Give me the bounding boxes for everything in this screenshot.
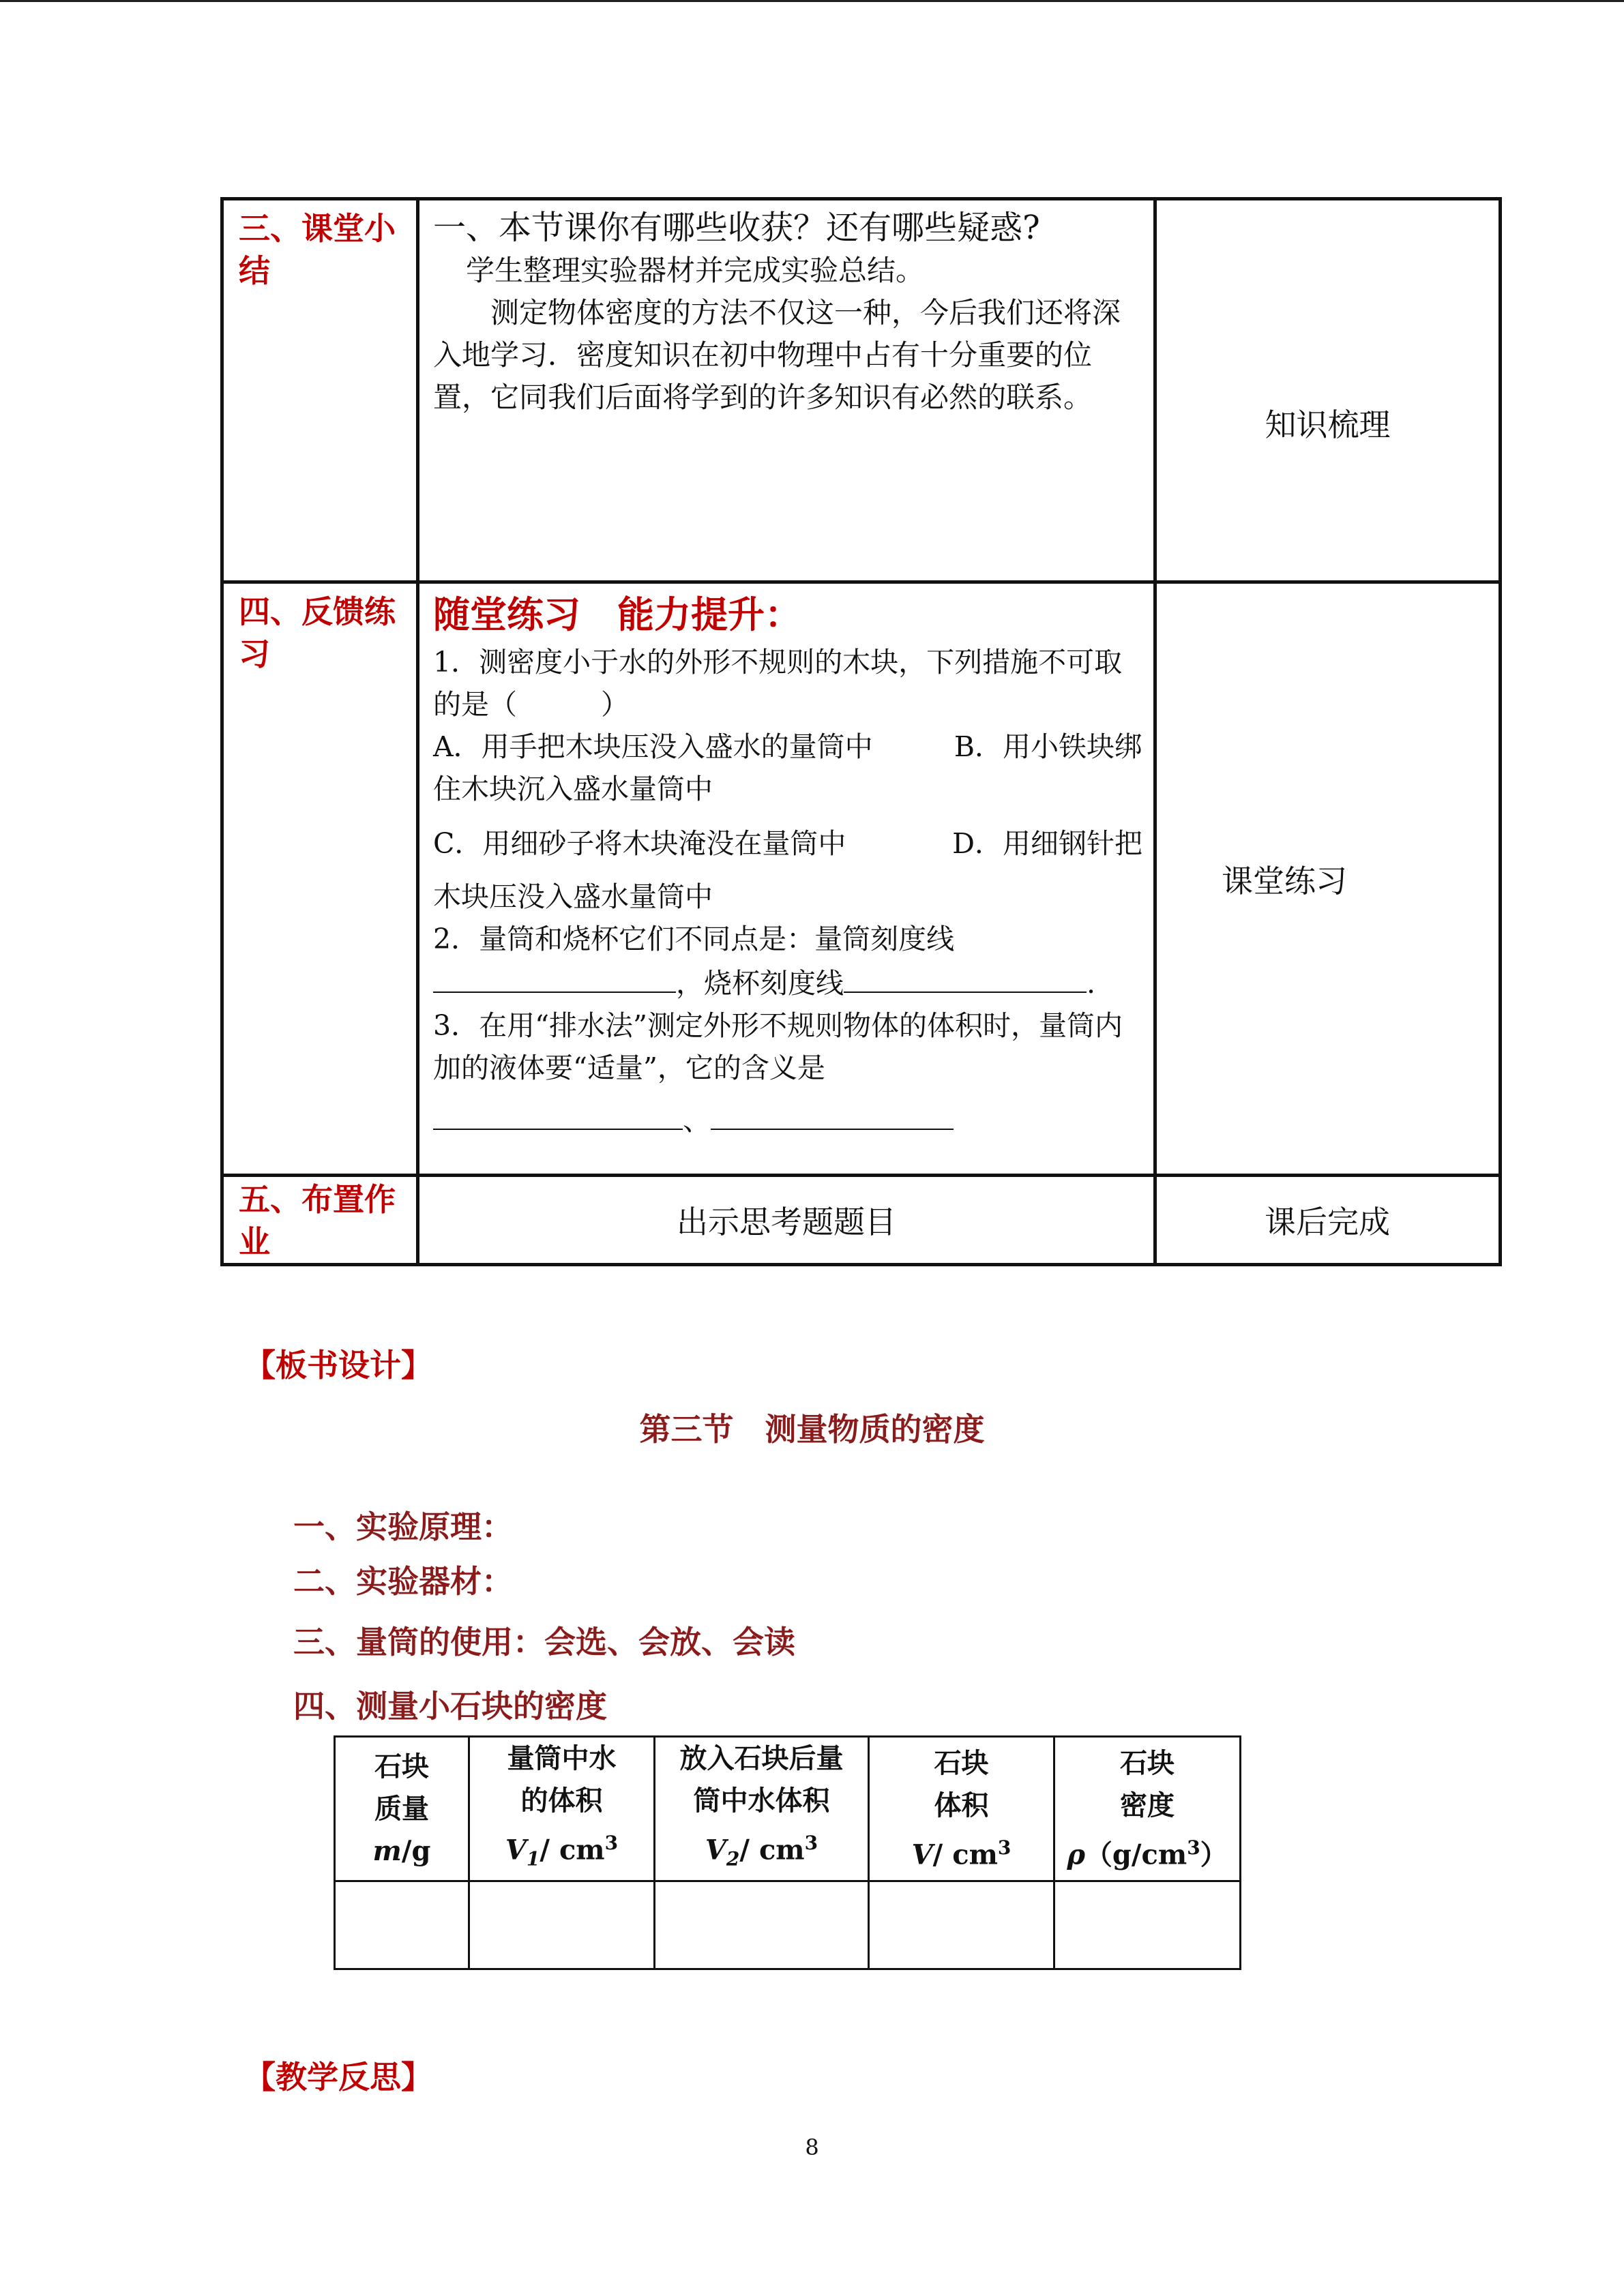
unit-superscript: 3 — [1187, 1836, 1200, 1859]
header-line: 的体积 — [520, 1785, 603, 1817]
unit-text: （g/cm — [1084, 1838, 1187, 1870]
option-b: B．用小铁块绑 — [954, 730, 1142, 763]
unit-text: / cm — [540, 1834, 605, 1866]
teaching-reflection-label: 【教学反思】 — [244, 2059, 432, 2096]
unit-variable: V — [505, 1834, 527, 1866]
summary-paragraph: 测定物体密度的方法不仅这一种，今后我们还将深入地学习．密度知识在初中物理中占有十分重要的位置，它同我们后面将学到的许多知识有必然的联系。 — [433, 296, 1121, 414]
unit-text: /g — [401, 1834, 431, 1867]
option-d: D．用细钢针把 — [952, 827, 1142, 860]
stone-table-header-row — [335, 1737, 1241, 1881]
board-section-title: 第三节 测量物质的密度 — [639, 1411, 985, 1448]
option-b-continued: 住木块沉入盛水量筒中 — [433, 773, 713, 805]
unit-text: / cm — [739, 1834, 805, 1866]
header-water-volume — [469, 1737, 655, 1881]
board-item-principle: 一、实验原理： — [293, 1508, 513, 1545]
unit-superscript: 3 — [604, 1832, 619, 1854]
header-line: 放入石块后量 — [679, 1742, 844, 1774]
header-line: 石块 — [934, 1746, 989, 1779]
summary-side-label: 知识梳理 — [1265, 406, 1391, 443]
unit-variable: ρ — [1067, 1838, 1085, 1870]
table-cell-empty[interactable] — [469, 1881, 655, 1969]
board-item-cylinder-use: 三、量筒的使用：会选、会放、会读 — [293, 1624, 795, 1660]
unit-subscript: 2 — [726, 1847, 740, 1870]
table-cell-empty[interactable] — [869, 1881, 1054, 1969]
header-total-volume — [655, 1737, 869, 1881]
header-line: 石块 — [374, 1750, 429, 1783]
unit-variable: V — [705, 1834, 726, 1866]
homework-content-text: 出示思考题题目 — [677, 1204, 896, 1240]
question-1: 1．测密度小于水的外形不规则的木块，下列措施不可取的是（ ） — [433, 646, 1123, 721]
table-cell-empty[interactable] — [1054, 1881, 1241, 1969]
homework-content — [418, 1176, 1155, 1265]
feedback-heading: 四、反馈练习 — [222, 582, 418, 1176]
homework-heading: 五、布置作业 — [222, 1176, 418, 1265]
question-3-separator: 、 — [683, 1104, 711, 1137]
header-stone-density — [1054, 1737, 1241, 1881]
question-2-mid: ，烧杯刻度线 — [676, 967, 844, 1000]
stone-table-data-row — [335, 1881, 1241, 1969]
unit-subscript: 1 — [526, 1847, 540, 1870]
option-a: A．用手把木块压没入盛水的量筒中 — [433, 730, 873, 763]
header-stone-volume — [869, 1737, 1054, 1881]
header-line: 量筒中水 — [507, 1742, 617, 1774]
question-2 — [433, 918, 1142, 1004]
top-border-line — [0, 0, 1624, 2]
header-line: 筒中水体积 — [693, 1785, 830, 1817]
page-number: 8 — [805, 2134, 819, 2160]
unit-superscript: 3 — [997, 1836, 1012, 1859]
summary-row — [222, 199, 1501, 582]
answer-blank — [433, 960, 676, 993]
lesson-plan-table — [220, 197, 1502, 1266]
header-line: 石块 — [1120, 1746, 1175, 1779]
summary-line: 学生整理实验器材并完成实验总结。 — [466, 254, 925, 287]
board-item-stone-density: 四、测量小石块的密度 — [293, 1688, 607, 1725]
feedback-side-label: 课堂练习 — [1222, 862, 1347, 899]
header-line: 密度 — [1120, 1789, 1175, 1821]
unit-text: ） — [1200, 1838, 1228, 1870]
answer-blank — [844, 960, 1087, 993]
homework-side-label: 课后完成 — [1265, 1204, 1390, 1240]
header-stone-mass — [335, 1737, 469, 1881]
question-1-options-ab — [433, 726, 1142, 768]
feedback-content — [418, 582, 1155, 1176]
summary-content — [418, 199, 1155, 582]
summary-heading: 三、课堂小结 — [222, 199, 418, 582]
unit-variable: m — [372, 1834, 402, 1867]
header-line: 体积 — [934, 1789, 989, 1821]
exercise-title: 随堂练习 能力提升： — [433, 593, 801, 636]
header-line: 质量 — [374, 1792, 429, 1825]
summary-side-note — [1155, 199, 1501, 582]
table-cell-empty[interactable] — [655, 1881, 869, 1969]
option-d-continued: 木块压没入盛水量筒中 — [433, 880, 713, 913]
homework-row — [222, 1176, 1501, 1265]
question-3-blanks — [433, 1097, 1142, 1142]
answer-blank — [433, 1097, 683, 1130]
answer-blank — [711, 1097, 954, 1130]
unit-text: / cm — [932, 1838, 998, 1870]
question-3: 3．在用“排水法”测定外形不规则物体的体积时，量筒内加的液体要“适量”，它的含义是 — [433, 1009, 1123, 1084]
unit-variable: V — [911, 1838, 933, 1870]
homework-side-note — [1155, 1176, 1501, 1265]
option-c: C．用细砂子将木块淹没在量筒中 — [433, 827, 846, 860]
table-cell-empty[interactable] — [335, 1881, 469, 1969]
board-item-equipment: 二、实验器材： — [293, 1563, 513, 1600]
feedback-side-note — [1155, 582, 1501, 1176]
unit-superscript: 3 — [804, 1832, 818, 1854]
question-1-options-cd — [433, 822, 1142, 865]
board-design-label: 【板书设计】 — [244, 1347, 432, 1384]
question-2-text: 2．量筒和烧杯它们不同点是：量筒刻度线 — [433, 923, 955, 955]
summary-question: 一、本节课你有哪些收获？还有哪些疑惑? — [433, 209, 1040, 247]
feedback-row — [222, 582, 1501, 1176]
question-2-end: . — [1087, 967, 1096, 1000]
stone-density-table — [334, 1735, 1241, 1970]
